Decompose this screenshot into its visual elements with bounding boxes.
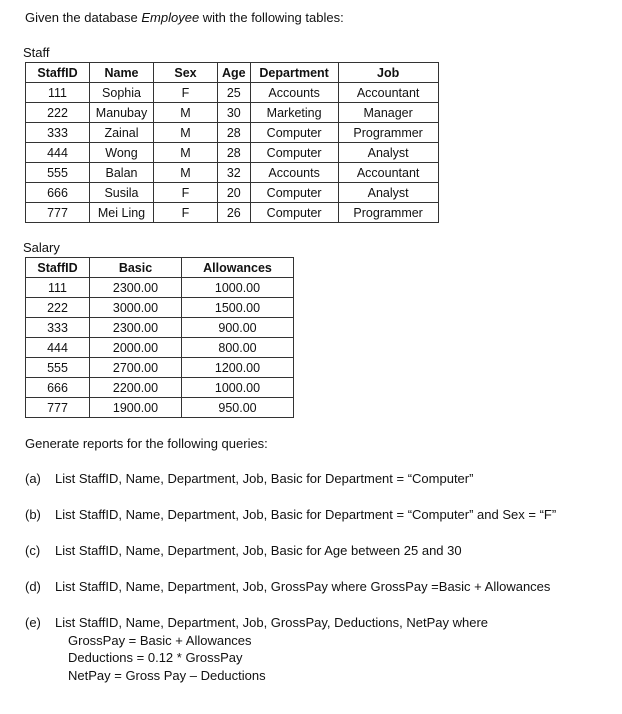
table-cell: 25 <box>218 83 251 103</box>
staff-col-header: Department <box>250 63 338 83</box>
table-cell: 2700.00 <box>90 358 182 378</box>
table-cell: Analyst <box>338 143 438 163</box>
table-cell: 28 <box>218 123 251 143</box>
query-b <box>25 507 556 522</box>
formula-grosspay: GrossPay = Basic + Allowances <box>68 633 252 648</box>
query-e <box>25 615 488 630</box>
staff-body <box>26 83 439 223</box>
table-cell: F <box>154 203 218 223</box>
table-row <box>26 143 439 163</box>
table-cell: 555 <box>26 163 90 183</box>
table-cell: Manager <box>338 103 438 123</box>
table-cell: 3000.00 <box>90 298 182 318</box>
table-cell: M <box>154 143 218 163</box>
staff-col-header: Sex <box>154 63 218 83</box>
table-cell: 1000.00 <box>182 378 294 398</box>
table-cell: 900.00 <box>182 318 294 338</box>
table-cell: Computer <box>250 123 338 143</box>
table-cell: M <box>154 163 218 183</box>
table-cell: Computer <box>250 183 338 203</box>
table-row <box>26 358 294 378</box>
table-cell: F <box>154 83 218 103</box>
table-cell: 777 <box>26 398 90 418</box>
table-cell: 666 <box>26 183 90 203</box>
staff-col-header: Name <box>90 63 154 83</box>
query-label: (e) <box>25 615 41 630</box>
staff-header-row <box>26 63 439 83</box>
query-d <box>25 579 550 594</box>
table-cell: Programmer <box>338 123 438 143</box>
query-c <box>25 543 462 558</box>
salary-table <box>25 257 294 418</box>
table-cell: 950.00 <box>182 398 294 418</box>
table-cell: Wong <box>90 143 154 163</box>
table-cell: 444 <box>26 338 90 358</box>
staff-col-header: StaffID <box>26 63 90 83</box>
table-cell: 2300.00 <box>90 318 182 338</box>
table-cell: 1200.00 <box>182 358 294 378</box>
table-row <box>26 298 294 318</box>
query-label: (c) <box>25 543 41 558</box>
table-row <box>26 123 439 143</box>
salary-col-header: Basic <box>90 258 182 278</box>
query-label: (a) <box>25 471 41 486</box>
table-cell: 1500.00 <box>182 298 294 318</box>
table-cell: Susila <box>90 183 154 203</box>
table-cell: 666 <box>26 378 90 398</box>
table-cell: 111 <box>26 83 90 103</box>
staff-caption: Staff <box>23 45 50 60</box>
table-cell: Accountant <box>338 163 438 183</box>
table-cell: 444 <box>26 143 90 163</box>
staff-table <box>25 62 439 223</box>
query-label: (d) <box>25 579 41 594</box>
table-row <box>26 163 439 183</box>
table-cell: 30 <box>218 103 251 123</box>
table-cell: Accountant <box>338 83 438 103</box>
table-cell: 26 <box>218 203 251 223</box>
table-cell: 222 <box>26 103 90 123</box>
table-cell: 2200.00 <box>90 378 182 398</box>
table-cell: Marketing <box>250 103 338 123</box>
table-cell: F <box>154 183 218 203</box>
table-row <box>26 378 294 398</box>
table-cell: M <box>154 123 218 143</box>
query-text: List StaffID, Name, Department, Job, GrossPay where GrossPay =Basic + Allowances <box>55 579 551 594</box>
table-cell: 2000.00 <box>90 338 182 358</box>
table-row <box>26 83 439 103</box>
table-cell: Accounts <box>250 163 338 183</box>
staff-col-header: Age <box>218 63 251 83</box>
table-cell: Zainal <box>90 123 154 143</box>
query-label: (b) <box>25 507 41 522</box>
table-row <box>26 398 294 418</box>
query-text: List StaffID, Name, Department, Job, Basic for Department = “Computer” <box>55 471 474 486</box>
table-cell: Programmer <box>338 203 438 223</box>
table-cell: 2300.00 <box>90 278 182 298</box>
table-cell: 1900.00 <box>90 398 182 418</box>
table-row <box>26 278 294 298</box>
table-row <box>26 318 294 338</box>
table-cell: M <box>154 103 218 123</box>
table-cell: 333 <box>26 318 90 338</box>
table-cell: Computer <box>250 143 338 163</box>
intro-suffix: with the following tables: <box>199 10 344 25</box>
query-text: List StaffID, Name, Department, Job, Basic for Age between 25 and 30 <box>55 543 462 558</box>
formula-deductions: Deductions = 0.12 * GrossPay <box>68 650 243 665</box>
salary-col-header: StaffID <box>26 258 90 278</box>
table-cell: Sophia <box>90 83 154 103</box>
query-text: List StaffID, Name, Department, Job, GrossPay, Deductions, NetPay where <box>55 615 489 630</box>
table-cell: Balan <box>90 163 154 183</box>
table-cell: 20 <box>218 183 251 203</box>
query-a <box>25 471 473 486</box>
table-cell: 111 <box>26 278 90 298</box>
table-cell: Computer <box>250 203 338 223</box>
table-cell: 222 <box>26 298 90 318</box>
salary-caption: Salary <box>23 240 60 255</box>
salary-col-header: Allowances <box>182 258 294 278</box>
query-text: List StaffID, Name, Department, Job, Basic for Department = “Computer” and Sex = “F” <box>55 507 557 522</box>
formula-netpay: NetPay = Gross Pay – Deductions <box>68 668 266 683</box>
table-cell: 333 <box>26 123 90 143</box>
intro-text <box>25 10 344 25</box>
table-row <box>26 203 439 223</box>
salary-header-row <box>26 258 294 278</box>
table-cell: Analyst <box>338 183 438 203</box>
table-row <box>26 183 439 203</box>
intro-prefix: Given the database <box>25 10 142 25</box>
table-cell: 777 <box>26 203 90 223</box>
table-cell: Accounts <box>250 83 338 103</box>
table-cell: Manubay <box>90 103 154 123</box>
table-cell: 28 <box>218 143 251 163</box>
table-cell: 32 <box>218 163 251 183</box>
table-cell: 800.00 <box>182 338 294 358</box>
table-row <box>26 338 294 358</box>
staff-col-header: Job <box>338 63 438 83</box>
table-cell: 1000.00 <box>182 278 294 298</box>
table-cell: Mei Ling <box>90 203 154 223</box>
queries-title: Generate reports for the following queries: <box>25 436 268 451</box>
table-row <box>26 103 439 123</box>
table-cell: 555 <box>26 358 90 378</box>
salary-body <box>26 278 294 418</box>
database-name: Employee <box>141 10 200 25</box>
